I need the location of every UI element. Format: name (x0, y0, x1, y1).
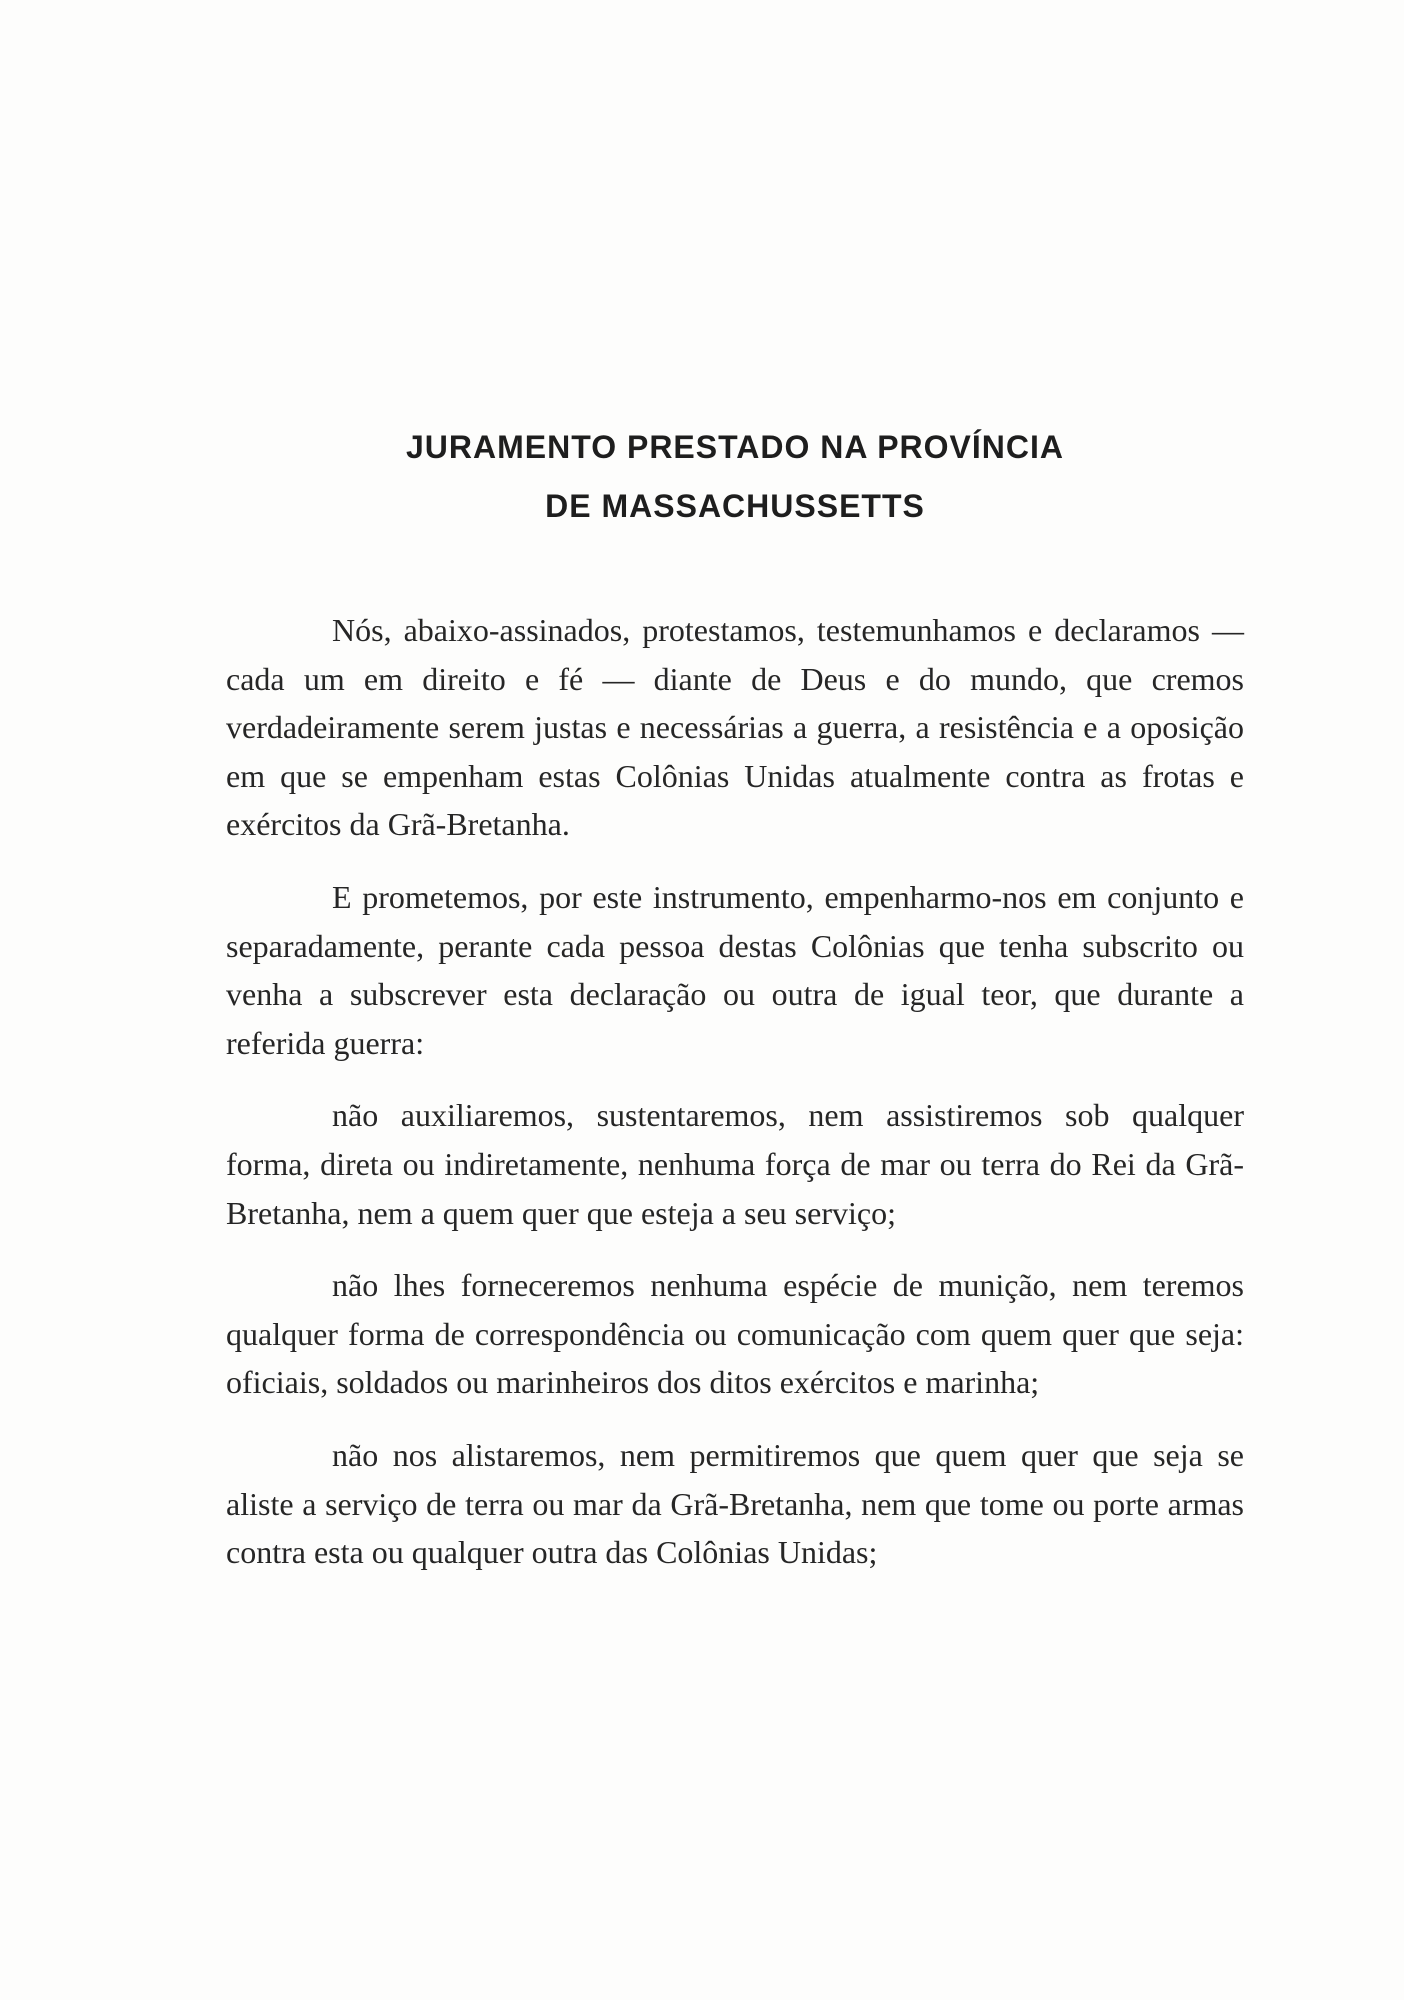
paragraph-declaration: Nós, abaixo-assinados, protestamos, testemunhamos e declaramos — cada um em direito e fé — diante de Deus e do mundo, que cremos verdadeiramente serem justas e necessárias a guerra, a resistência e a oposição em que se empenham estas Colônias Unidas atualmente contra as frotas e exércitos da Grã-Bretanha. (226, 612, 1244, 843)
paragraph-no-supply: não lhes forneceremos nenhuma espécie de munição, nem teremos qualquer forma de correspondência ou comunicação com quem quer que seja: oficiais, soldados ou marinheiros dos ditos exércitos e marinha; (226, 1267, 1244, 1401)
document-title-line-2: DE MASSACHUSSETTS (545, 488, 925, 524)
paragraph-no-enlistment: não nos alistaremos, nem permitiremos que quem quer que seja se aliste a serviço de terra ou mar da Grã-Bretanha, nem que tome ou porte armas contra esta ou qualquer outra das Colônias Unidas; (226, 1436, 1244, 1571)
paragraph-promise: E prometemos, por este instrumento, empenharmo-nos em conjunto e separadamente, perante cada pessoa destas Colônias que tenha subscrito ou venha a subscrever esta declaração ou outra de igual teor, que durante a referida guerra: (226, 878, 1244, 1061)
paragraph-no-assistance: não auxiliaremos, sustentaremos, nem assistiremos sob qualquer forma, direta ou indiretamente, nenhuma força de mar ou terra do Rei da Grã-Bretanha, nem a quem quer que esteja a seu serviço; (226, 1097, 1244, 1231)
document-body (226, 606, 1244, 1577)
document-title-line-1: JURAMENTO PRESTADO NA PROVÍNCIA (405, 429, 1064, 465)
